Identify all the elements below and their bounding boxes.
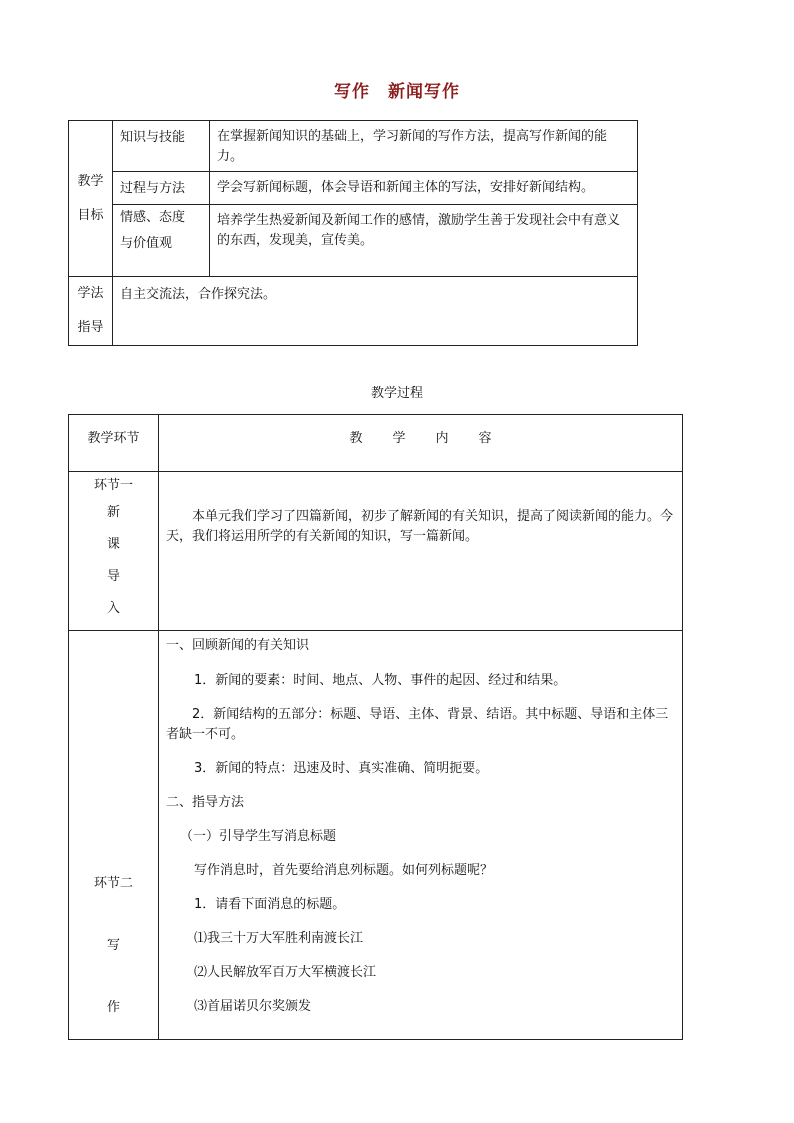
content-line: ⑵人民解放军百万大军横渡长江 (194, 965, 377, 980)
method-label: 学法 指导 (69, 277, 113, 346)
content-line: （一）引导学生写消息标题 (180, 829, 337, 844)
stage2-label: 环节二 写 作 (69, 631, 159, 1040)
objectives-table (68, 120, 638, 346)
header-stage: 教学环节 (69, 415, 159, 472)
knowledge-skills-text: 在掌握新闻知识的基础上，学习新闻的写作方法，提高写作新闻的能力。 (210, 121, 638, 172)
knowledge-skills-label: 知识与技能 (113, 121, 210, 172)
stage1-content: 本单元我们学习了四篇新闻，初步了解新闻的有关知识，提高了阅读新闻的能力。今天，我们将运用所学的有关新闻的知识，写一篇新闻。 (159, 472, 683, 631)
header-content: 教学内容 (159, 415, 683, 472)
content-line: ⑴我三十万大军胜利南渡长江 (194, 931, 364, 946)
content-line: 3．新闻的特点：迅速及时、真实准确、简明扼要。 (194, 761, 489, 776)
content-line: 1．请看下面消息的标题。 (194, 897, 346, 912)
process-method-label: 过程与方法 (113, 172, 210, 205)
content-line: 2．新闻结构的五部分：标题、导语、主体、背景、结语。其中标题、导语和主体三者缺一不可。 (166, 707, 669, 742)
content-line: ⑶首届诺贝尔奖颁发 (194, 999, 312, 1014)
process-table (68, 414, 683, 1040)
process-method-text: 学会写新闻标题，体会导语和新闻主体的写法，安排好新闻结构。 (210, 172, 638, 205)
stage1-label: 环节一 新 课 导 入 (69, 472, 159, 631)
emotion-values-label: 情感、态度 与价值观 (113, 205, 210, 277)
emotion-values-text: 培养学生热爱新闻及新闻工作的感情，激励学生善于发现社会中有意义的东西，发现美，宣传美。 (210, 205, 638, 277)
objectives-label: 教学 目标 (69, 121, 113, 277)
stage2-content (159, 631, 683, 1040)
process-title: 教学过程 (370, 386, 423, 401)
content-line: 一、回顾新闻的有关知识 (166, 638, 310, 653)
document-title: 写作 新闻写作 (334, 82, 460, 102)
content-line: 1．新闻的要素：时间、地点、人物、事件的起因、经过和结果。 (194, 673, 567, 688)
content-line: 写作消息时，首先要给消息列标题。如何列标题呢？ (194, 863, 494, 878)
method-text: 自主交流法，合作探究法。 (113, 277, 638, 346)
content-line: 二、指导方法 (166, 795, 245, 810)
